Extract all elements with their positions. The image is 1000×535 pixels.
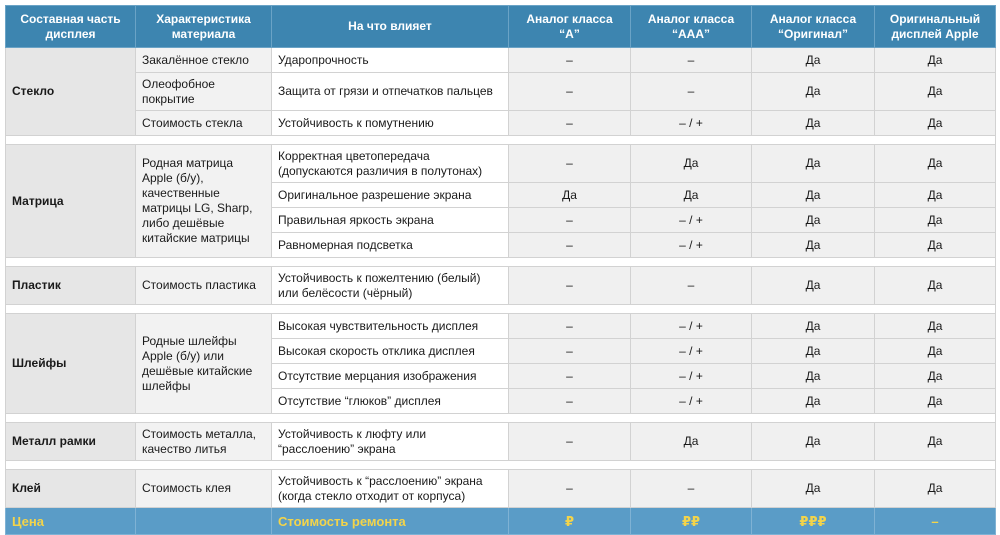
effect-cell: Устойчивость к “расслоению” экрана (когда стекло отходит от корпуса)	[272, 470, 509, 508]
effect-cell: Ударопрочность	[272, 48, 509, 73]
value-original: Да	[752, 145, 875, 183]
value-aaa: Да	[631, 145, 752, 183]
table-row	[6, 314, 996, 339]
header-class-a: Аналог класса “A”	[509, 6, 631, 48]
spacer-row	[6, 136, 996, 145]
value-aaa: – / +	[631, 233, 752, 258]
table-row	[6, 73, 996, 111]
price-empty-cell	[136, 508, 272, 535]
value-a: –	[509, 267, 631, 305]
value-apple: Да	[875, 314, 996, 339]
effect-cell: Равномерная подсветка	[272, 233, 509, 258]
table-row	[6, 470, 996, 508]
effect-cell: Защита от грязи и отпечатков пальцев	[272, 73, 509, 111]
price-row	[6, 508, 996, 535]
value-aaa: – / +	[631, 339, 752, 364]
header-class-original: Аналог класса “Оригинал”	[752, 6, 875, 48]
table-row	[6, 423, 996, 461]
value-aaa: –	[631, 48, 752, 73]
price-a: ₽	[509, 508, 631, 535]
effect-cell: Отсутствие мерцания изображения	[272, 364, 509, 389]
value-apple: Да	[875, 339, 996, 364]
value-original: Да	[752, 183, 875, 208]
effect-cell: Высокая скорость отклика дисплея	[272, 339, 509, 364]
spacer-row	[6, 461, 996, 470]
characteristic-cell: Стоимость клея	[136, 470, 272, 508]
value-aaa: – / +	[631, 314, 752, 339]
value-apple: Да	[875, 389, 996, 414]
characteristic-cell: Закалённое стекло	[136, 48, 272, 73]
value-aaa: –	[631, 267, 752, 305]
characteristic-cell: Родные шлейфы Apple (б/у) или дешёвые китайские шлейфы	[136, 314, 272, 414]
spacer-cell	[6, 461, 996, 470]
value-aaa: – / +	[631, 364, 752, 389]
effect-cell: Устойчивость к люфту или “расслоению” экрана	[272, 423, 509, 461]
characteristic-cell: Стоимость пластика	[136, 267, 272, 305]
value-a: –	[509, 233, 631, 258]
value-original: Да	[752, 267, 875, 305]
price-effect: Стоимость ремонта	[272, 508, 509, 535]
characteristic-cell: Стоимость стекла	[136, 111, 272, 136]
value-original: Да	[752, 73, 875, 111]
value-apple: Да	[875, 364, 996, 389]
value-apple: Да	[875, 233, 996, 258]
value-apple: Да	[875, 111, 996, 136]
value-apple: Да	[875, 423, 996, 461]
value-a: –	[509, 470, 631, 508]
price-apple: –	[875, 508, 996, 535]
value-a: –	[509, 208, 631, 233]
value-original: Да	[752, 48, 875, 73]
value-apple: Да	[875, 183, 996, 208]
value-a: –	[509, 145, 631, 183]
effect-cell: Оригинальное разрешение экрана	[272, 183, 509, 208]
value-a: –	[509, 111, 631, 136]
header-apple: Оригинальный дисплей Apple	[875, 6, 996, 48]
effect-cell: Корректная цветопередача (допускаются различия в полутонах)	[272, 145, 509, 183]
price-original: ₽₽₽	[752, 508, 875, 535]
value-a: Да	[509, 183, 631, 208]
header-effect: На что влияет	[272, 6, 509, 48]
value-aaa: Да	[631, 423, 752, 461]
spacer-cell	[6, 136, 996, 145]
value-a: –	[509, 314, 631, 339]
value-original: Да	[752, 470, 875, 508]
header-part: Составная часть дисплея	[6, 6, 136, 48]
part-cell: Матрица	[6, 145, 136, 258]
value-a: –	[509, 423, 631, 461]
value-apple: Да	[875, 48, 996, 73]
value-a: –	[509, 364, 631, 389]
value-aaa: – / +	[631, 111, 752, 136]
header-class-aaa: Аналог класса “AAA”	[631, 6, 752, 48]
comparison-table	[5, 5, 996, 535]
value-original: Да	[752, 111, 875, 136]
price-label: Цена	[6, 508, 136, 535]
part-cell: Пластик	[6, 267, 136, 305]
effect-cell: Устойчивость к помутнению	[272, 111, 509, 136]
value-aaa: –	[631, 470, 752, 508]
spacer-row	[6, 305, 996, 314]
value-a: –	[509, 389, 631, 414]
spacer-cell	[6, 305, 996, 314]
spacer-row	[6, 258, 996, 267]
value-a: –	[509, 73, 631, 111]
characteristic-cell: Родная матрица Apple (б/у), качественные матрицы LG, Sharp, либо дешёвые китайские матрицы	[136, 145, 272, 258]
part-cell: Стекло	[6, 48, 136, 136]
header-characteristic: Характеристика материала	[136, 6, 272, 48]
value-aaa: – / +	[631, 208, 752, 233]
value-original: Да	[752, 208, 875, 233]
value-original: Да	[752, 389, 875, 414]
characteristic-cell: Олеофобное покрытие	[136, 73, 272, 111]
table-row	[6, 48, 996, 73]
value-apple: Да	[875, 208, 996, 233]
value-apple: Да	[875, 73, 996, 111]
value-original: Да	[752, 339, 875, 364]
value-original: Да	[752, 233, 875, 258]
effect-cell: Правильная яркость экрана	[272, 208, 509, 233]
spacer-row	[6, 414, 996, 423]
effect-cell: Высокая чувствительность дисплея	[272, 314, 509, 339]
table-row	[6, 111, 996, 136]
value-original: Да	[752, 314, 875, 339]
part-cell: Клей	[6, 470, 136, 508]
value-original: Да	[752, 364, 875, 389]
value-aaa: Да	[631, 183, 752, 208]
value-apple: Да	[875, 145, 996, 183]
value-aaa: – / +	[631, 389, 752, 414]
effect-cell: Устойчивость к пожелтению (белый) или белёсости (чёрный)	[272, 267, 509, 305]
effect-cell: Отсутствие “глюков” дисплея	[272, 389, 509, 414]
value-apple: Да	[875, 267, 996, 305]
table-row	[6, 145, 996, 183]
spacer-cell	[6, 258, 996, 267]
spacer-cell	[6, 414, 996, 423]
value-original: Да	[752, 423, 875, 461]
header-row	[6, 6, 996, 48]
value-a: –	[509, 339, 631, 364]
price-aaa: ₽₽	[631, 508, 752, 535]
part-cell: Металл рамки	[6, 423, 136, 461]
characteristic-cell: Стоимость металла, качество литья	[136, 423, 272, 461]
value-aaa: –	[631, 73, 752, 111]
value-a: –	[509, 48, 631, 73]
table-row	[6, 267, 996, 305]
value-apple: Да	[875, 470, 996, 508]
part-cell: Шлейфы	[6, 314, 136, 414]
